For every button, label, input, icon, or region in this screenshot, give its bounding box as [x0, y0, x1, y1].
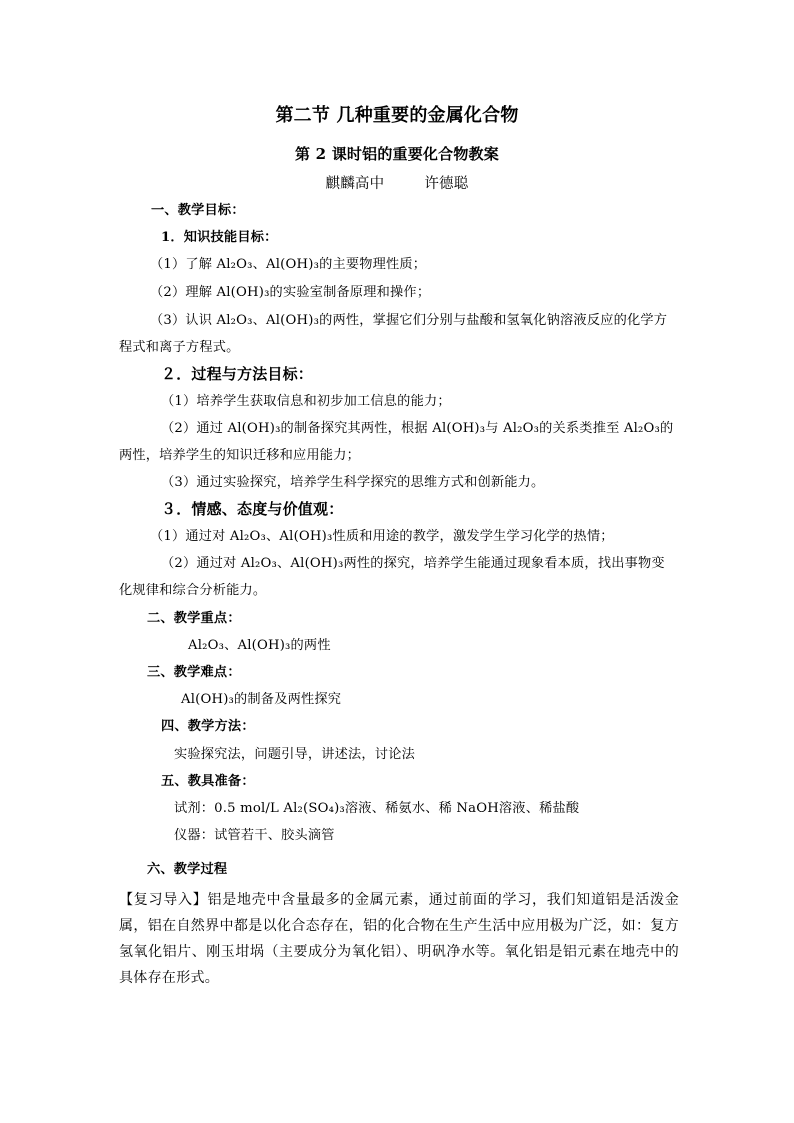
- author-school: 麒麟高中: [325, 176, 385, 192]
- subheading-process: ２．过程与方法目标：: [161, 365, 314, 383]
- reagents-line: 试剂：0.5 mol/L Al₂(SO₄)₃溶液、稀氨水、稀 NaOH溶液、稀盐酸: [174, 801, 580, 816]
- section-heading-1: 一、教学目标：: [151, 203, 245, 218]
- key-points-body: Al₂O₃、Al(OH)₃的两性: [188, 638, 331, 653]
- doc-title: 第二节 几种重要的金属化合物: [275, 105, 519, 126]
- knowledge-item-2: （2）理解 Al(OH)₃的实验室制备原理和操作；: [150, 285, 431, 300]
- process-item-2-line2: 两性，培养学生的知识迁移和应用能力；: [119, 448, 360, 463]
- subheading-emotion: ３．情感、态度与价值观：: [161, 500, 344, 518]
- review-intro-paragraph: 【复习导入】铝是地壳中含量最多的金属元素，通过前面的学习，我们知道铝是活泼金属，铝在自然界中都是以化合态存在，铝的化合物在生产生活中应用极为广泛，如：复方氢氧化铝片、刚玉坩埚（主要成分为氧化铝）、明矾净水等。氧化铝是铝元素在地壳中的具体存在形式。: [119, 892, 679, 986]
- knowledge-item-3-line1: （3）认识 Al₂O₃、Al(OH)₃的两性，掌握它们分别与盐酸和氢氧化钠溶液反应的化学方: [150, 313, 668, 328]
- section-heading-3: 三、教学难点：: [147, 665, 241, 680]
- emotion-item-2-line2: 化规律和综合分析能力。: [119, 583, 267, 598]
- process-item-3: （3）通过实验探究，培养学生科学探究的思维方式和创新能力。: [161, 475, 545, 490]
- knowledge-item-3-line2: 程式和离子方程式。: [119, 340, 240, 355]
- subheading-knowledge: 1．知识技能目标：: [161, 230, 278, 245]
- doc-subtitle: 第 2 课时铝的重要化合物教案: [295, 145, 499, 163]
- instruments-line: 仪器：试管若干、胶头滴管: [174, 828, 335, 843]
- emotion-item-2-line1: （2）通过对 Al₂O₃、Al(OH)₃两性的探究，培养学生能通过现象看本质，找出事物变: [161, 556, 665, 571]
- section-heading-5: 五、教具准备：: [161, 774, 255, 789]
- process-item-2-line1: （2）通过 Al(OH)₃的制备探究其两性，根据 Al(OH)₃与 Al₂O₃的关系类推至 Al₂O₃的: [161, 421, 674, 436]
- emotion-item-1: （1）通过对 Al₂O₃、Al(OH)₃性质和用途的教学，激发学生学习化学的热情；: [150, 529, 614, 544]
- methods-body: 实验探究法，问题引导，讲述法，讨论法: [174, 747, 415, 762]
- process-item-1: （1）培养学生获取信息和初步加工信息的能力；: [161, 394, 451, 409]
- doc-author: [0, 175, 794, 193]
- section-heading-2: 二、教学重点：: [147, 611, 241, 626]
- difficulties-body: Al(OH)₃的制备及两性探究: [181, 692, 342, 707]
- knowledge-item-1: （1）了解 Al₂O₃、Al(OH)₃的主要物理性质；: [150, 257, 427, 272]
- section-heading-4: 四、教学方法：: [161, 719, 255, 734]
- section-heading-6: 六、教学过程: [147, 862, 228, 877]
- author-name: 许德聪: [424, 176, 469, 192]
